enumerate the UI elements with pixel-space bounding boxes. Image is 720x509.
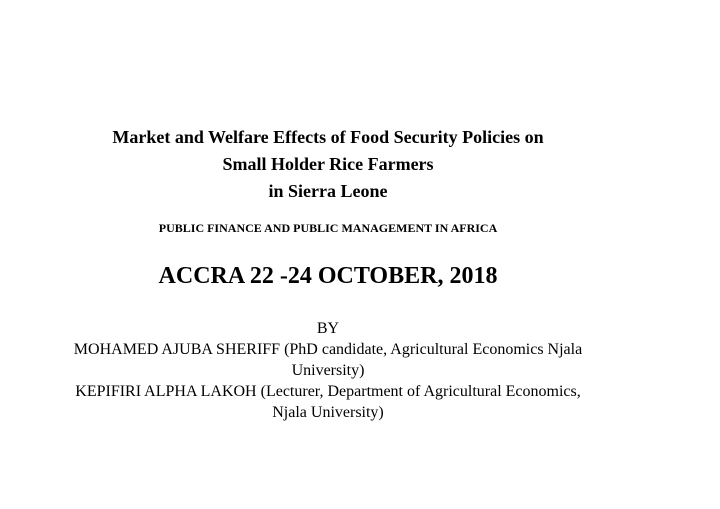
event-name: PUBLIC FINANCE AND PUBLIC MANAGEMENT IN AFRICA: [158, 221, 498, 235]
author-2-line-2: Njala University): [272, 404, 384, 421]
by-label: BY: [316, 320, 340, 337]
author-2-line-1: KEPIFIRI ALPHA LAKOH (Lecturer, Department of Agricultural Economics,: [75, 383, 581, 400]
author-1-line-2: University): [291, 362, 365, 379]
event-location-date: ACCRA 22 -24 OCTOBER, 2018: [158, 263, 498, 289]
title-line-2: Small Holder Rice Farmers: [222, 154, 434, 174]
author-1-line-1: MOHAMED AJUBA SHERIFF (PhD candidate, Agricultural Economics Njala: [73, 341, 583, 358]
title-line-3: in Sierra Leone: [268, 181, 388, 201]
authors-block: [0, 318, 656, 423]
presentation-title: [0, 124, 656, 205]
title-line-1: Market and Welfare Effects of Food Security Policies on: [112, 127, 544, 147]
